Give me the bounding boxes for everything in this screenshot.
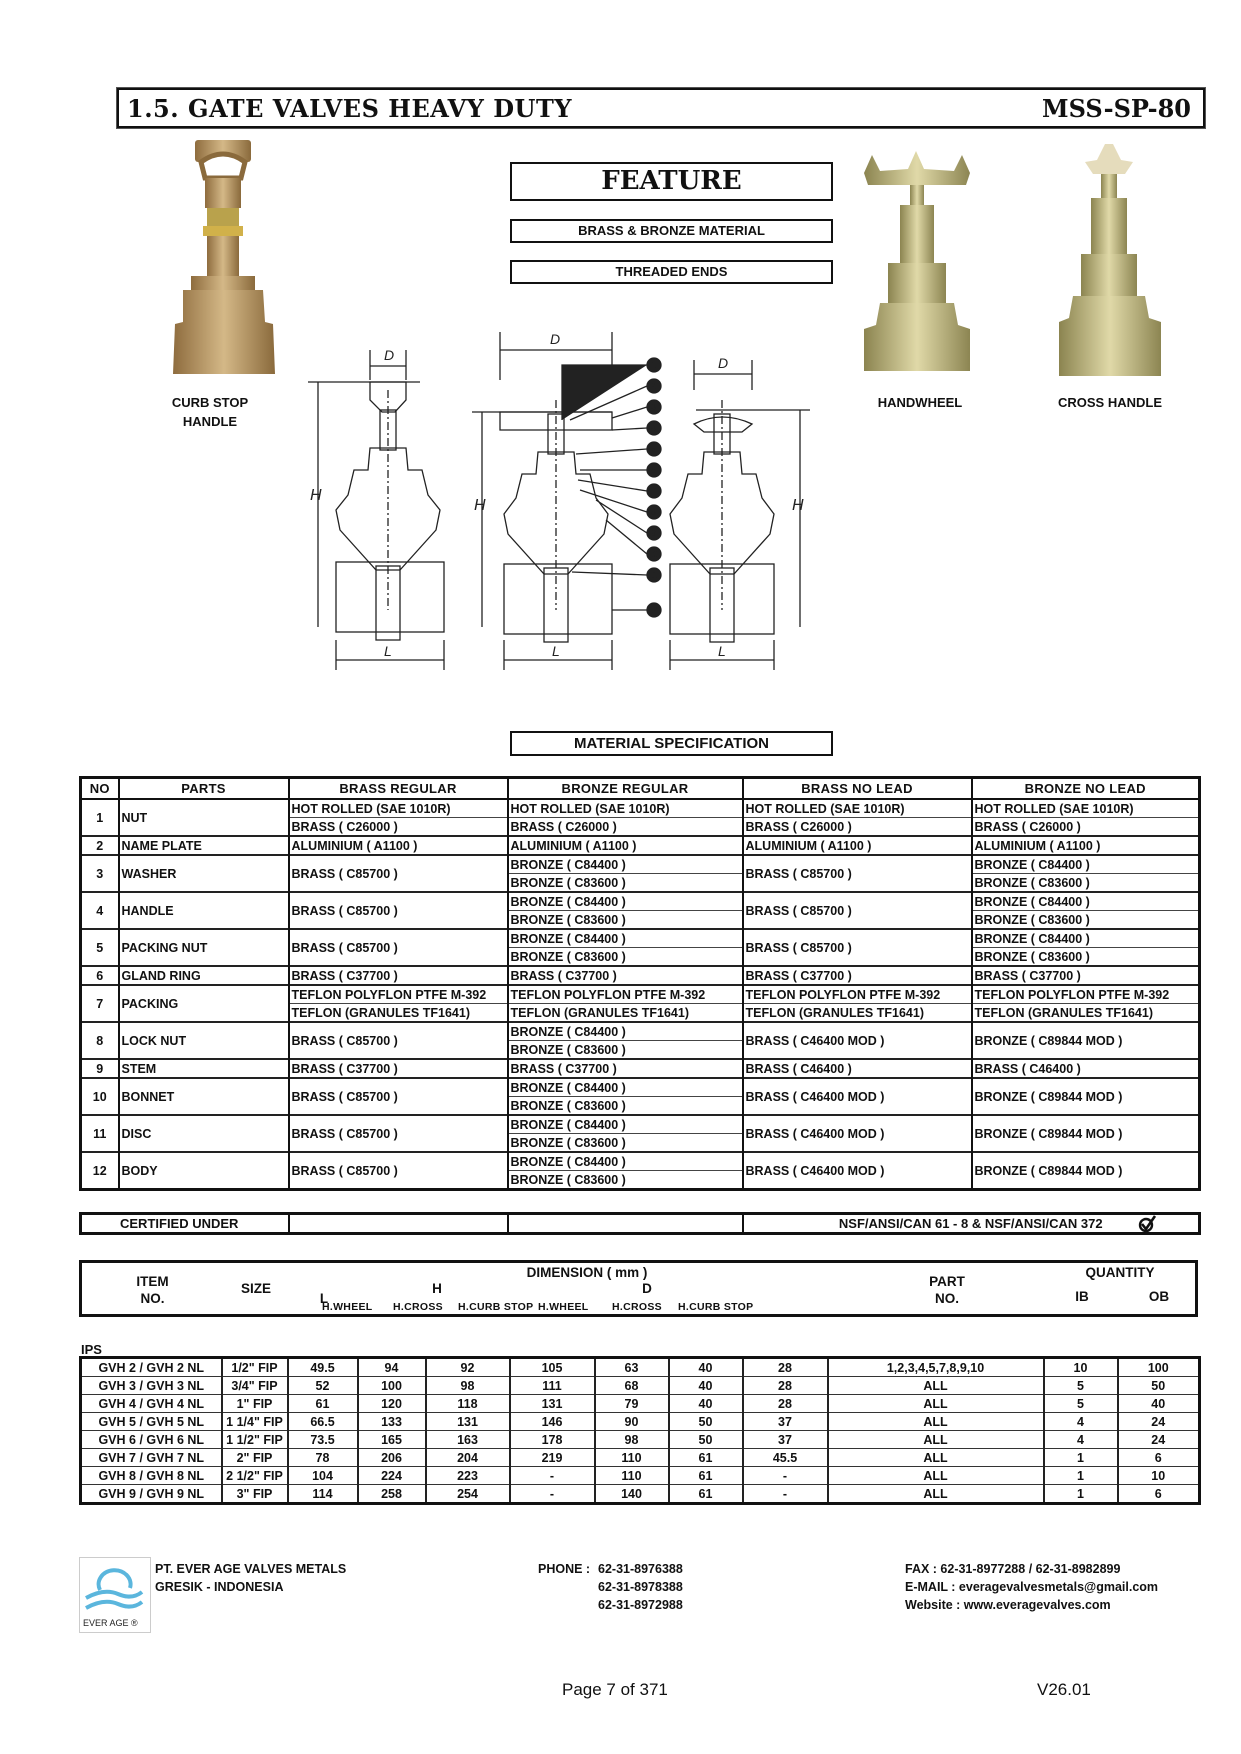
l-cell: 104 [288, 1467, 358, 1485]
material-row [81, 1152, 1200, 1171]
certification-row [79, 1212, 1201, 1235]
l-cell: 61 [288, 1395, 358, 1413]
h-curb-stop-cell: - [510, 1485, 595, 1504]
h-curb-stop-cell: 105 [510, 1358, 595, 1377]
email-link[interactable]: E-MAIL : everagevalvesmetals@gmail.com [905, 1580, 1159, 1594]
item-no-cell: GVH 4 / GVH 4 NL [81, 1395, 222, 1413]
qty-ob-cell: 6 [1118, 1485, 1200, 1504]
brass-regular-material: BRASS ( C85700 ) [289, 855, 508, 892]
qty-ib-cell: 1 [1044, 1449, 1118, 1467]
brass-no-lead-material: BRASS ( C85700 ) [743, 892, 972, 929]
material-row [81, 892, 1200, 911]
brass-no-lead-material: BRASS ( C37700 ) [743, 966, 972, 985]
qty-ib-cell: 1 [1044, 1485, 1118, 1504]
size-cell: 2" FIP [222, 1449, 288, 1467]
standard-code: MSS-SP-80 [1042, 94, 1191, 123]
svg-text:D: D [384, 347, 395, 363]
part-number: 9 [81, 1059, 119, 1078]
wave-logo-icon [80, 1558, 150, 1614]
bronze-regular-material: TEFLON (GRANULES TF1641) [508, 1004, 743, 1023]
material-spec-title: MATERIAL SPECIFICATION [510, 731, 833, 756]
brass-regular-material: BRASS ( C37700 ) [289, 966, 508, 985]
item-no-cell: GVH 5 / GVH 5 NL [81, 1413, 222, 1431]
material-row [81, 799, 1200, 818]
svg-text:8: 8 [651, 507, 657, 517]
h-cross-cell: 131 [426, 1413, 510, 1431]
h-cross-cell: 223 [426, 1467, 510, 1485]
part-no-cell: ALL [828, 1485, 1044, 1504]
material-row [81, 855, 1200, 874]
material-row [81, 836, 1200, 855]
part-no-header: PART NO. [929, 1274, 965, 1306]
cross-handle-section [670, 355, 810, 670]
certification-text: NSF/ANSI/CAN 61 - 8 & NSF/ANSI/CAN 372 [838, 1216, 1103, 1231]
dimension-header [79, 1260, 1198, 1317]
feature-threaded-ends: THREADED ENDS [510, 260, 833, 284]
svg-text:L: L [718, 643, 726, 659]
check-seal-icon [1138, 1215, 1158, 1233]
brass-regular-material: BRASS ( C85700 ) [289, 892, 508, 929]
l-cell: 114 [288, 1485, 358, 1504]
size-cell: 2 1/2" FIP [222, 1467, 288, 1485]
bronze-no-lead-material: BRONZE ( C83600 ) [972, 911, 1200, 930]
feature-brass-bronze: BRASS & BRONZE MATERIAL [510, 219, 833, 243]
h-curb-stop-cell: 146 [510, 1413, 595, 1431]
h-header: H [432, 1281, 442, 1296]
brass-no-lead-material: BRASS ( C85700 ) [743, 929, 972, 966]
part-number: 10 [81, 1078, 119, 1115]
qty-ob-cell: 24 [1118, 1413, 1200, 1431]
d-cross-cell: 50 [669, 1431, 743, 1449]
contact-info [905, 1560, 1158, 1614]
material-header-row [81, 778, 1200, 800]
brass-regular-material: ALUMINIUM ( A1100 ) [289, 836, 508, 855]
feature-title: FEATURE [510, 162, 833, 201]
valve-cross-section-diagram [300, 330, 860, 700]
col-bronze-no-lead: BRONZE NO LEAD [972, 778, 1200, 800]
h-wheel-cell: 206 [358, 1449, 426, 1467]
page-number: Page 7 of 371 [562, 1680, 668, 1699]
qty-ob-cell: 50 [1118, 1377, 1200, 1395]
qty-ob-cell: 10 [1118, 1467, 1200, 1485]
d-wheel-cell: 110 [595, 1467, 669, 1485]
svg-text:H: H [474, 497, 486, 514]
qty-ob-cell: 6 [1118, 1449, 1200, 1467]
certified-label: CERTIFIED UNDER [81, 1214, 289, 1234]
ever-age-logo: EVER AGE ® [79, 1557, 151, 1633]
d-curb-stop-cell: 37 [743, 1431, 828, 1449]
ib-header: IB [1075, 1289, 1089, 1304]
part-number: 2 [81, 836, 119, 855]
h-curb-stop-cell: 178 [510, 1431, 595, 1449]
bronze-no-lead-material: BRONZE ( C89844 MOD ) [972, 1152, 1200, 1190]
material-row [81, 1059, 1200, 1078]
h-wheel-cell: 133 [358, 1413, 426, 1431]
material-spec-table [79, 776, 1201, 1191]
qty-ib-cell: 4 [1044, 1431, 1118, 1449]
h-cross-cell: 204 [426, 1449, 510, 1467]
part-no-cell: ALL [828, 1413, 1044, 1431]
part-number: 6 [81, 966, 119, 985]
dimension-table [79, 1356, 1201, 1505]
brass-regular-material: HOT ROLLED (SAE 1010R) [289, 799, 508, 818]
part-number: 5 [81, 929, 119, 966]
d-cross-cell: 40 [669, 1395, 743, 1413]
qty-ib-cell: 5 [1044, 1395, 1118, 1413]
part-name: DISC [119, 1115, 289, 1152]
cross-handle-caption: CROSS HANDLE [1057, 395, 1162, 410]
bronze-regular-material: BRASS ( C26000 ) [508, 818, 743, 837]
h-cross-cell: 118 [426, 1395, 510, 1413]
d-wheel-cell: 79 [595, 1395, 669, 1413]
bronze-regular-material: BRASS ( C37700 ) [508, 966, 743, 985]
brass-no-lead-material: BRASS ( C46400 MOD ) [743, 1152, 972, 1190]
bronze-no-lead-material: TEFLON (GRANULES TF1641) [972, 1004, 1200, 1023]
brass-no-lead-material: ALUMINIUM ( A1100 ) [743, 836, 972, 855]
part-number: 11 [81, 1115, 119, 1152]
bronze-no-lead-material: BRASS ( C46400 ) [972, 1059, 1200, 1078]
svg-text:9: 9 [651, 528, 657, 538]
brass-no-lead-material: BRASS ( C46400 MOD ) [743, 1078, 972, 1115]
brass-no-lead-material: BRASS ( C46400 ) [743, 1059, 972, 1078]
svg-text:10: 10 [648, 549, 659, 559]
material-rows [81, 799, 1200, 1190]
col-no: NO [81, 778, 119, 800]
d-cross-cell: 61 [669, 1449, 743, 1467]
brass-no-lead-material: TEFLON (GRANULES TF1641) [743, 1004, 972, 1023]
dimension-row [81, 1485, 1200, 1504]
col-bronze-regular: BRONZE REGULAR [508, 778, 743, 800]
part-name: BONNET [119, 1078, 289, 1115]
l-cell: 66.5 [288, 1413, 358, 1431]
dimension-group-header: DIMENSION ( mm ) [526, 1265, 648, 1280]
section-title-bar [117, 88, 1205, 128]
brass-regular-material: TEFLON POLYFLON PTFE M-392 [289, 985, 508, 1004]
d-curb-stop-cell: 28 [743, 1395, 828, 1413]
dimension-row [81, 1449, 1200, 1467]
h-cross-cell: 98 [426, 1377, 510, 1395]
company-info [155, 1560, 346, 1596]
d-curb-stop-sub: H.CURB STOP [678, 1301, 754, 1313]
material-row [81, 966, 1200, 985]
d-wheel-cell: 110 [595, 1449, 669, 1467]
item-no-cell: GVH 8 / GVH 8 NL [81, 1467, 222, 1485]
l-header: L [319, 1291, 329, 1306]
part-name: LOCK NUT [119, 1022, 289, 1059]
svg-text:L: L [384, 643, 392, 659]
bronze-no-lead-material: BRONZE ( C89844 MOD ) [972, 1078, 1200, 1115]
h-wheel-cell: 258 [358, 1485, 426, 1504]
part-number: 12 [81, 1152, 119, 1190]
size-cell: 1/2" FIP [222, 1358, 288, 1377]
part-number: 4 [81, 892, 119, 929]
section-title: 1.5. GATE VALVES HEAVY DUTY [127, 94, 572, 123]
d-cross-cell: 61 [669, 1467, 743, 1485]
bronze-regular-material: BRONZE ( C83600 ) [508, 1097, 743, 1116]
h-curb-stop-cell: 111 [510, 1377, 595, 1395]
part-number: 7 [81, 985, 119, 1022]
dimension-row [81, 1377, 1200, 1395]
bronze-regular-material: BRONZE ( C84400 ) [508, 892, 743, 911]
svg-text:12: 12 [648, 605, 659, 615]
part-name: NUT [119, 799, 289, 836]
bronze-regular-material: HOT ROLLED (SAE 1010R) [508, 799, 743, 818]
bronze-regular-material: ALUMINIUM ( A1100 ) [508, 836, 743, 855]
part-name: NAME PLATE [119, 836, 289, 855]
part-name: PACKING [119, 985, 289, 1022]
svg-text:4: 4 [651, 423, 657, 433]
bronze-no-lead-material: BRONZE ( C89844 MOD ) [972, 1115, 1200, 1152]
d-wheel-cell: 68 [595, 1377, 669, 1395]
ob-header: OB [1148, 1289, 1170, 1304]
bronze-regular-material: BRONZE ( C83600 ) [508, 1134, 743, 1153]
size-cell: 3/4" FIP [222, 1377, 288, 1395]
document-version: V26.01 [1037, 1680, 1091, 1699]
bronze-no-lead-material: BRONZE ( C83600 ) [972, 948, 1200, 967]
l-cell: 49.5 [288, 1358, 358, 1377]
size-cell: 3" FIP [222, 1485, 288, 1504]
svg-text:11: 11 [648, 570, 658, 580]
col-brass-no-lead: BRASS NO LEAD [743, 778, 972, 800]
bronze-regular-material: TEFLON POLYFLON PTFE M-392 [508, 985, 743, 1004]
part-no-cell: ALL [828, 1449, 1044, 1467]
bronze-regular-material: BRASS ( C37700 ) [508, 1059, 743, 1078]
bronze-regular-material: BRONZE ( C83600 ) [508, 911, 743, 930]
bronze-no-lead-material: BRASS ( C37700 ) [972, 966, 1200, 985]
certification-standard [743, 1214, 1200, 1234]
part-no-cell: ALL [828, 1467, 1044, 1485]
cross-handle-valve-photo [1055, 140, 1165, 380]
brass-regular-material: BRASS ( C85700 ) [289, 1022, 508, 1059]
dimension-row [81, 1467, 1200, 1485]
bronze-regular-material: BRONZE ( C84400 ) [508, 1115, 743, 1134]
brass-regular-material: BRASS ( C37700 ) [289, 1059, 508, 1078]
h-cross-cell: 254 [426, 1485, 510, 1504]
svg-text:1: 1 [651, 360, 657, 370]
d-wheel-cell: 140 [595, 1485, 669, 1504]
fax: FAX : 62-31-8977288 / 62-31-8982899 [905, 1562, 1121, 1576]
website-link[interactable]: Website : www.everagevalves.com [905, 1598, 1111, 1612]
item-no-cell: GVH 9 / GVH 9 NL [81, 1485, 222, 1504]
d-wheel-cell: 63 [595, 1358, 669, 1377]
bronze-no-lead-material: ALUMINIUM ( A1100 ) [972, 836, 1200, 855]
col-brass-regular: BRASS REGULAR [289, 778, 508, 800]
h-curb-stop-sub: H.CURB STOP [458, 1301, 534, 1313]
dimension-row [81, 1413, 1200, 1431]
handwheel-valve-photo [858, 145, 976, 375]
brass-no-lead-material: BRASS ( C46400 MOD ) [743, 1022, 972, 1059]
bronze-no-lead-material: BRONZE ( C83600 ) [972, 874, 1200, 893]
part-no-cell: 1,2,3,4,5,7,8,9,10 [828, 1358, 1044, 1377]
part-name: WASHER [119, 855, 289, 892]
qty-ob-cell: 100 [1118, 1358, 1200, 1377]
ips-group-label: IPS [81, 1342, 102, 1357]
part-name: STEM [119, 1059, 289, 1078]
l-cell: 52 [288, 1377, 358, 1395]
d-curb-stop-cell: 45.5 [743, 1449, 828, 1467]
h-curb-stop-cell: 131 [510, 1395, 595, 1413]
d-curb-stop-cell: 37 [743, 1413, 828, 1431]
company-name: PT. EVER AGE VALVES METALS [155, 1562, 347, 1576]
material-row [81, 929, 1200, 948]
d-curb-stop-cell: - [743, 1467, 828, 1485]
svg-text:6: 6 [651, 465, 657, 475]
d-wheel-cell: 98 [595, 1431, 669, 1449]
brass-no-lead-material: HOT ROLLED (SAE 1010R) [743, 799, 972, 818]
svg-text:3: 3 [651, 402, 657, 412]
curb-stop-section [308, 347, 444, 670]
item-no-header: ITEM NO. [136, 1274, 169, 1306]
d-curb-stop-cell: - [743, 1485, 828, 1504]
curb-stop-caption: CURB STOP HANDLE [171, 395, 249, 429]
qty-ib-cell: 4 [1044, 1413, 1118, 1431]
bronze-regular-material: BRONZE ( C84400 ) [508, 929, 743, 948]
part-number: 8 [81, 1022, 119, 1059]
item-no-cell: GVH 7 / GVH 7 NL [81, 1449, 222, 1467]
brass-regular-material: BRASS ( C85700 ) [289, 1078, 508, 1115]
svg-text:D: D [718, 355, 729, 371]
bronze-regular-material: BRONZE ( C83600 ) [508, 948, 743, 967]
bronze-regular-material: BRONZE ( C84400 ) [508, 1078, 743, 1097]
qty-ib-cell: 1 [1044, 1467, 1118, 1485]
h-cross-sub: H.CROSS [393, 1301, 443, 1313]
d-wheel-cell: 90 [595, 1413, 669, 1431]
dimension-row [81, 1395, 1200, 1413]
brass-no-lead-material: BRASS ( C85700 ) [743, 855, 972, 892]
part-no-cell: ALL [828, 1431, 1044, 1449]
bronze-regular-material: BRONZE ( C84400 ) [508, 1022, 743, 1041]
bronze-regular-material: BRONZE ( C84400 ) [508, 855, 743, 874]
curb-stop-valve-photo [165, 138, 285, 378]
h-cross-cell: 163 [426, 1431, 510, 1449]
brass-regular-material: BRASS ( C85700 ) [289, 1152, 508, 1190]
material-row [81, 985, 1200, 1004]
h-cross-cell: 92 [426, 1358, 510, 1377]
d-cross-cell: 50 [669, 1413, 743, 1431]
size-cell: 1 1/2" FIP [222, 1431, 288, 1449]
cert-empty-2 [508, 1214, 743, 1234]
item-no-cell: GVH 3 / GVH 3 NL [81, 1377, 222, 1395]
brass-no-lead-material: BRASS ( C46400 MOD ) [743, 1115, 972, 1152]
handwheel-caption: HANDWHEEL [877, 395, 963, 410]
part-no-cell: ALL [828, 1395, 1044, 1413]
qty-ib-cell: 10 [1044, 1358, 1118, 1377]
size-header: SIZE [240, 1281, 271, 1296]
bronze-no-lead-material: BRONZE ( C84400 ) [972, 929, 1200, 948]
material-row [81, 1022, 1200, 1041]
qty-ob-cell: 40 [1118, 1395, 1200, 1413]
phone-label: PHONE : [538, 1562, 591, 1576]
bronze-regular-material: BRONZE ( C83600 ) [508, 1171, 743, 1190]
bronze-no-lead-material: TEFLON POLYFLON PTFE M-392 [972, 985, 1200, 1004]
brass-regular-material: BRASS ( C26000 ) [289, 818, 508, 837]
bronze-regular-material: BRONZE ( C83600 ) [508, 874, 743, 893]
h-wheel-sub: H.WHEEL [322, 1301, 373, 1313]
brass-regular-material: TEFLON (GRANULES TF1641) [289, 1004, 508, 1023]
qty-ob-cell: 24 [1118, 1431, 1200, 1449]
brass-no-lead-material: TEFLON POLYFLON PTFE M-392 [743, 985, 972, 1004]
company-location: GRESIK - INDONESIA [155, 1580, 284, 1594]
dimension-row [81, 1431, 1200, 1449]
bronze-no-lead-material: HOT ROLLED (SAE 1010R) [972, 799, 1200, 818]
bronze-regular-material: BRONZE ( C83600 ) [508, 1041, 743, 1060]
brass-no-lead-material: BRASS ( C26000 ) [743, 818, 972, 837]
d-header: D [642, 1281, 652, 1296]
bronze-no-lead-material: BRONZE ( C84400 ) [972, 892, 1200, 911]
part-name: GLAND RING [119, 966, 289, 985]
svg-text:2: 2 [651, 381, 657, 391]
d-cross-cell: 61 [669, 1485, 743, 1504]
phone-numbers: 62-31-8976388 62-31-8978388 62-31-8972988 [598, 1562, 683, 1612]
svg-text:5: 5 [651, 444, 657, 454]
col-parts: PARTS [119, 778, 289, 800]
d-cross-sub: H.CROSS [612, 1301, 662, 1313]
d-cross-cell: 40 [669, 1377, 743, 1395]
brass-regular-material: BRASS ( C85700 ) [289, 1115, 508, 1152]
dimension-row [81, 1358, 1200, 1377]
bronze-no-lead-material: BRONZE ( C84400 ) [972, 855, 1200, 874]
h-wheel-cell: 224 [358, 1467, 426, 1485]
material-row [81, 1115, 1200, 1134]
bronze-regular-material: BRONZE ( C84400 ) [508, 1152, 743, 1171]
h-wheel-cell: 120 [358, 1395, 426, 1413]
item-no-cell: GVH 6 / GVH 6 NL [81, 1431, 222, 1449]
part-number: 1 [81, 799, 119, 836]
size-cell: 1" FIP [222, 1395, 288, 1413]
bronze-no-lead-material: BRONZE ( C89844 MOD ) [972, 1022, 1200, 1059]
dimension-rows [81, 1358, 1200, 1504]
cert-empty-1 [289, 1214, 508, 1234]
part-name: PACKING NUT [119, 929, 289, 966]
svg-text:D: D [550, 331, 561, 347]
d-curb-stop-cell: 28 [743, 1377, 828, 1395]
l-cell: 78 [288, 1449, 358, 1467]
item-no-cell: GVH 2 / GVH 2 NL [81, 1358, 222, 1377]
d-wheel-sub: H.WHEEL [538, 1301, 589, 1313]
d-curb-stop-cell: 28 [743, 1358, 828, 1377]
h-wheel-cell: 165 [358, 1431, 426, 1449]
qty-ib-cell: 5 [1044, 1377, 1118, 1395]
svg-text:H: H [792, 497, 804, 514]
bronze-no-lead-material: BRASS ( C26000 ) [972, 818, 1200, 837]
h-wheel-cell: 94 [358, 1358, 426, 1377]
quantity-header: QUANTITY [1085, 1265, 1155, 1280]
h-wheel-cell: 100 [358, 1377, 426, 1395]
svg-text:7: 7 [651, 486, 657, 496]
l-cell: 73.5 [288, 1431, 358, 1449]
part-no-cell: ALL [828, 1377, 1044, 1395]
h-curb-stop-cell: - [510, 1467, 595, 1485]
material-row [81, 1078, 1200, 1097]
h-curb-stop-cell: 219 [510, 1449, 595, 1467]
svg-text:H: H [310, 487, 322, 504]
d-cross-cell: 40 [669, 1358, 743, 1377]
part-number: 3 [81, 855, 119, 892]
svg-text:L: L [552, 643, 560, 659]
size-cell: 1 1/4" FIP [222, 1413, 288, 1431]
part-name: HANDLE [119, 892, 289, 929]
part-name: BODY [119, 1152, 289, 1190]
brass-regular-material: BRASS ( C85700 ) [289, 929, 508, 966]
